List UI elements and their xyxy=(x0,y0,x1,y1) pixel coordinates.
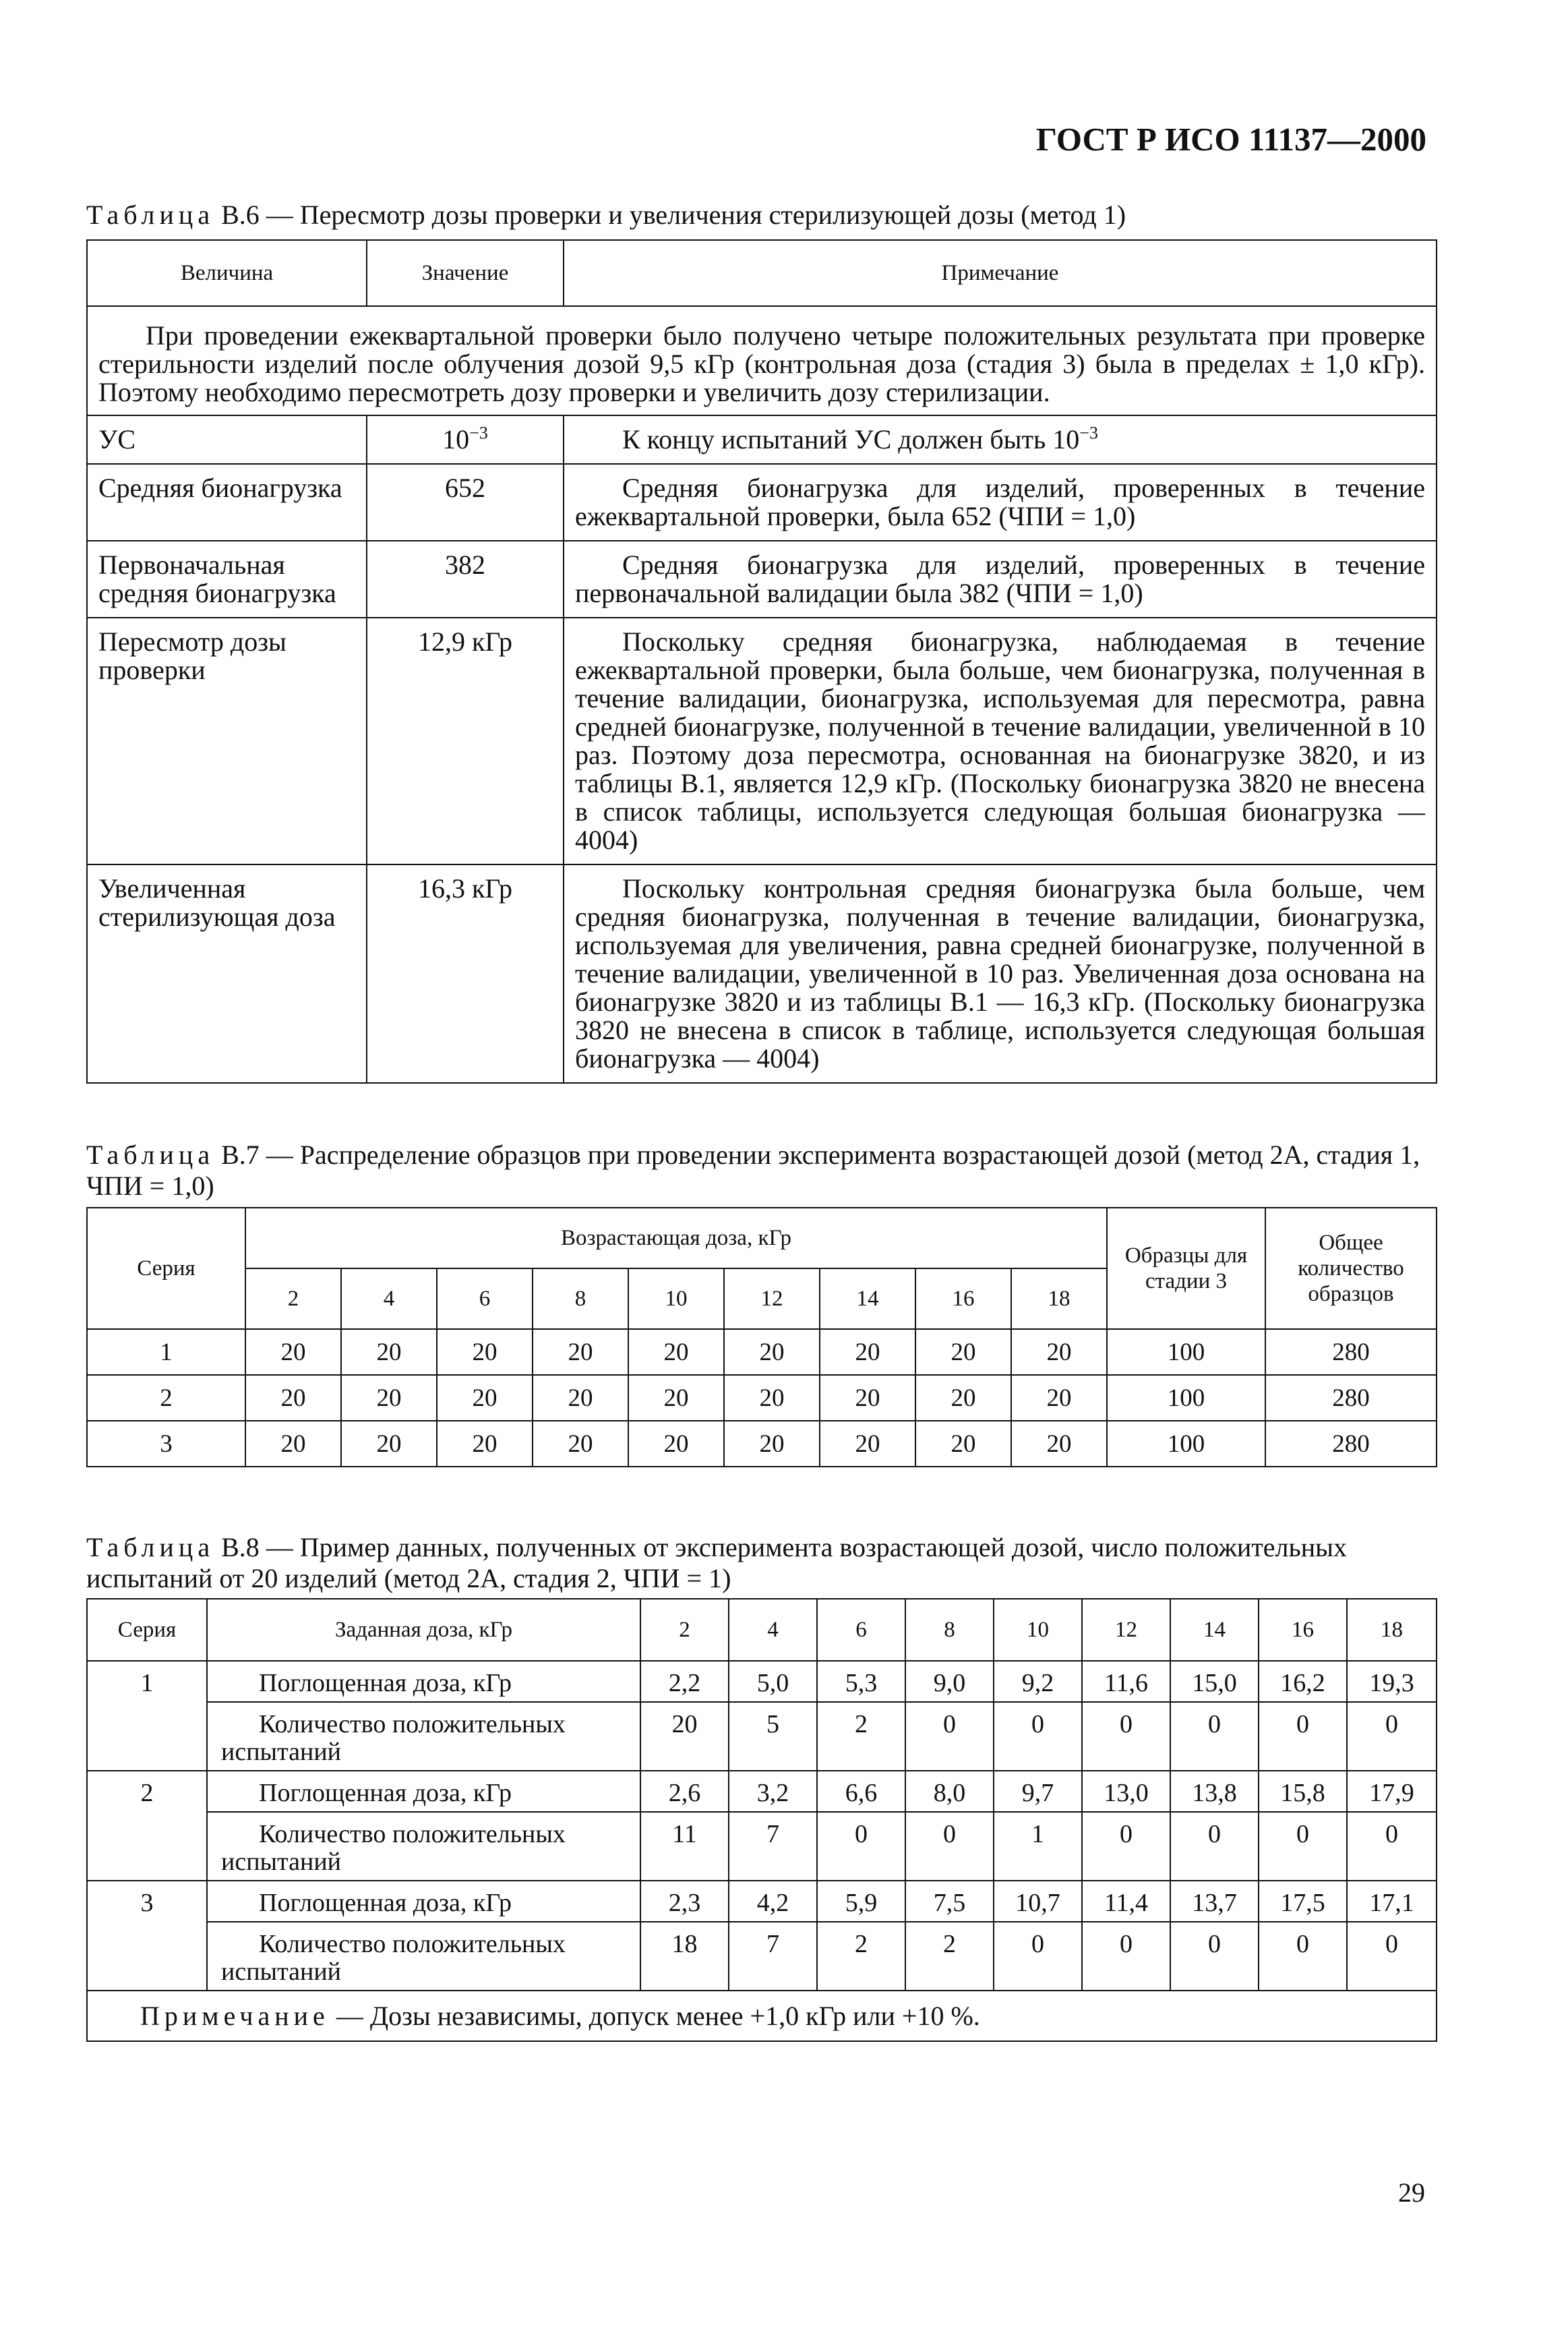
series-cell: 2 xyxy=(87,1771,207,1881)
sample-count-cell: 20 xyxy=(437,1421,533,1467)
positive-count-cell: 2 xyxy=(817,1702,905,1771)
dose-header-cell: 18 xyxy=(1011,1268,1107,1329)
caption-label: Таблица xyxy=(86,1532,215,1562)
sample-count-cell: 20 xyxy=(915,1421,1011,1467)
positive-count-cell: 7 xyxy=(729,1812,817,1881)
absorbed-dose-cell: 6,6 xyxy=(817,1771,905,1812)
positive-count-cell: 0 xyxy=(1082,1812,1170,1881)
note-cell: Средняя бионагрузка для изделий, проверенных в течение первоначальной валидации была 382 (ЧПИ = 1,0) xyxy=(564,541,1437,618)
series-cell: 3 xyxy=(87,1421,245,1467)
positive-count-cell: 7 xyxy=(729,1922,817,1991)
table-row xyxy=(87,1421,1437,1467)
dose-header-cell: 16 xyxy=(915,1268,1011,1329)
dose-header-cell: 6 xyxy=(437,1268,533,1329)
absorbed-dose-cell: 2,2 xyxy=(640,1661,729,1702)
caption-label: Таблица xyxy=(86,1140,215,1170)
caption-text: В.6 — Пересмотр дозы проверки и увеличения стерилизующей дозы (метод 1) xyxy=(214,200,1126,230)
stage3-cell: 100 xyxy=(1107,1375,1265,1421)
series-cell: 3 xyxy=(87,1881,207,1991)
table-b8 xyxy=(86,1598,1437,2042)
value-cell: 12,9 кГр xyxy=(367,618,564,864)
positive-count-cell: 0 xyxy=(1347,1702,1437,1771)
positive-count-cell: 0 xyxy=(1259,1702,1347,1771)
caption-text: В.7 — Распределение образцов при проведении эксперимента возрастающей дозой (метод 2А, стадия 1, ЧПИ = 1,0) xyxy=(86,1140,1420,1201)
positive-count-cell: 18 xyxy=(640,1922,729,1991)
sample-count-cell: 20 xyxy=(1011,1329,1107,1375)
positive-count-cell: 0 xyxy=(905,1702,994,1771)
total-cell: 280 xyxy=(1265,1375,1437,1421)
row-label-cell xyxy=(207,1881,640,1922)
absorbed-dose-cell: 4,2 xyxy=(729,1881,817,1922)
absorbed-dose-cell: 15,0 xyxy=(1170,1661,1259,1702)
table-b6 xyxy=(86,239,1437,1084)
table-row xyxy=(87,1661,1437,1702)
value-cell: 16,3 кГр xyxy=(367,864,564,1083)
absorbed-dose-cell: 9,2 xyxy=(994,1661,1082,1702)
row-label: Количество положительных испытаний xyxy=(221,1930,566,1986)
table-row xyxy=(87,306,1437,415)
absorbed-dose-cell: 11,4 xyxy=(1082,1881,1170,1922)
note-cell: Поскольку контрольная средняя бионагрузка была больше, чем средняя бионагрузка, полученная в течение валидации, бионагрузка, используемая для увеличения, равна средней бионагрузке, полученной в течение валидации, увеличенной в 10 раз. Увеличенная доза основана на бионагрузке 3820 и из таблицы В.1 — 16,3 кГр. (Поскольку бионагрузка 3820 не внесена в список в таблице, используется следующая большая бионагрузка — 4004) xyxy=(564,864,1437,1083)
sample-count-cell: 20 xyxy=(533,1421,628,1467)
table-row xyxy=(87,415,1437,464)
absorbed-dose-cell: 5,0 xyxy=(729,1661,817,1702)
dose-header-cell: 12 xyxy=(1082,1599,1170,1661)
row-label-cell xyxy=(207,1661,640,1702)
table-row xyxy=(87,464,1437,541)
value-cell xyxy=(367,415,564,464)
absorbed-dose-cell: 13,8 xyxy=(1170,1771,1259,1812)
row-label-cell xyxy=(207,1702,640,1771)
sample-count-cell: 20 xyxy=(820,1375,915,1421)
positive-count-cell: 0 xyxy=(1170,1702,1259,1771)
table-row xyxy=(87,1375,1437,1421)
absorbed-dose-cell: 9,7 xyxy=(994,1771,1082,1812)
table-row xyxy=(87,541,1437,618)
intro-cell: При проведении ежеквартальной проверки было получено четыре положительных результата при проверке стерильности изделий после облучения дозой 9,5 кГр (контрольная доза (стадия 3) была в пределах ± 1,0 кГр). Поэтому необходимо пересмотреть дозу проверки и увеличить дозу стерилизации. xyxy=(87,306,1437,415)
positive-count-cell: 0 xyxy=(905,1812,994,1881)
sample-count-cell: 20 xyxy=(533,1329,628,1375)
row-label-cell xyxy=(207,1922,640,1991)
absorbed-dose-cell: 2,6 xyxy=(640,1771,729,1812)
absorbed-dose-cell: 17,1 xyxy=(1347,1881,1437,1922)
absorbed-dose-cell: 16,2 xyxy=(1259,1661,1347,1702)
total-cell: 280 xyxy=(1265,1329,1437,1375)
sample-count-cell: 20 xyxy=(341,1329,437,1375)
sample-count-cell: 20 xyxy=(724,1421,820,1467)
table-b7 xyxy=(86,1207,1437,1467)
dose-header-cell: 18 xyxy=(1347,1599,1437,1661)
series-cell: 1 xyxy=(87,1329,245,1375)
stage3-cell: 100 xyxy=(1107,1329,1265,1375)
quantity-cell: Средняя бионагрузка xyxy=(87,464,367,541)
absorbed-dose-cell: 15,8 xyxy=(1259,1771,1347,1812)
quantity-cell: УС xyxy=(87,415,367,464)
table-header-row xyxy=(87,1208,1437,1268)
dose-header-cell: 10 xyxy=(628,1268,724,1329)
row-label-cell xyxy=(207,1812,640,1881)
sample-count-cell: 20 xyxy=(1011,1375,1107,1421)
dose-header-cell: 16 xyxy=(1259,1599,1347,1661)
table-row xyxy=(87,1329,1437,1375)
positive-count-cell: 2 xyxy=(905,1922,994,1991)
column-header-quantity: Величина xyxy=(87,240,367,306)
dose-header-cell: 8 xyxy=(533,1268,628,1329)
sample-count-cell: 20 xyxy=(245,1375,341,1421)
row-label: Поглощенная доза, кГр xyxy=(259,1889,512,1917)
row-label: Поглощенная доза, кГр xyxy=(259,1669,512,1697)
absorbed-dose-cell: 9,0 xyxy=(905,1661,994,1702)
absorbed-dose-cell: 17,9 xyxy=(1347,1771,1437,1812)
row-label-cell xyxy=(207,1771,640,1812)
dose-header-cell: 2 xyxy=(640,1599,729,1661)
row-label: Поглощенная доза, кГр xyxy=(259,1779,512,1807)
column-header-series: Серия xyxy=(87,1599,207,1661)
series-cell: 1 xyxy=(87,1661,207,1771)
note-cell: Средняя бионагрузка для изделий, проверенных в течение ежеквартальной проверки, была 652 (ЧПИ = 1,0) xyxy=(564,464,1437,541)
value-cell: 382 xyxy=(367,541,564,618)
total-cell: 280 xyxy=(1265,1421,1437,1467)
sample-count-cell: 20 xyxy=(724,1329,820,1375)
table-header-row xyxy=(87,1599,1437,1661)
sample-count-cell: 20 xyxy=(628,1329,724,1375)
positive-count-cell: 5 xyxy=(729,1702,817,1771)
positive-count-cell: 0 xyxy=(994,1702,1082,1771)
sample-count-cell: 20 xyxy=(820,1329,915,1375)
dose-header-cell: 10 xyxy=(994,1599,1082,1661)
row-label: Количество положительных испытаний xyxy=(221,1710,566,1766)
absorbed-dose-cell: 13,0 xyxy=(1082,1771,1170,1812)
sample-count-cell: 20 xyxy=(533,1375,628,1421)
dose-header-cell: 8 xyxy=(905,1599,994,1661)
absorbed-dose-cell: 2,3 xyxy=(640,1881,729,1922)
sample-count-cell: 20 xyxy=(628,1421,724,1467)
dose-header-cell: 4 xyxy=(341,1268,437,1329)
sample-count-cell: 20 xyxy=(437,1329,533,1375)
table-row xyxy=(87,864,1437,1083)
table-row xyxy=(87,1991,1437,2041)
value-cell: 652 xyxy=(367,464,564,541)
sample-count-cell: 20 xyxy=(1011,1421,1107,1467)
table-note xyxy=(87,1991,1437,2041)
dose-header-cell: 4 xyxy=(729,1599,817,1661)
column-header-dose: Заданная доза, кГр xyxy=(207,1599,640,1661)
positive-count-cell: 0 xyxy=(994,1922,1082,1991)
sample-count-cell: 20 xyxy=(341,1421,437,1467)
row-label: Количество положительных испытаний xyxy=(221,1820,566,1876)
quantity-cell: Пересмотр дозы проверки xyxy=(87,618,367,864)
absorbed-dose-cell: 19,3 xyxy=(1347,1661,1437,1702)
positive-count-cell: 20 xyxy=(640,1702,729,1771)
table-row xyxy=(87,1922,1437,1991)
column-header-total: Общее количество образцов xyxy=(1265,1208,1437,1329)
positive-count-cell: 0 xyxy=(1082,1922,1170,1991)
column-header-dose-group: Возрастающая доза, кГр xyxy=(245,1208,1107,1268)
dose-header-cell: 14 xyxy=(1170,1599,1259,1661)
positive-count-cell: 0 xyxy=(1347,1812,1437,1881)
positive-count-cell: 0 xyxy=(1259,1922,1347,1991)
absorbed-dose-cell: 11,6 xyxy=(1082,1661,1170,1702)
dose-header-cell: 14 xyxy=(820,1268,915,1329)
stage3-cell: 100 xyxy=(1107,1421,1265,1467)
sample-count-cell: 20 xyxy=(915,1329,1011,1375)
sample-count-cell: 20 xyxy=(724,1375,820,1421)
standard-header: ГОСТ Р ИСО 11137—2000 xyxy=(1035,121,1426,158)
quantity-cell: Увеличенная стерилизующая доза xyxy=(87,864,367,1083)
dose-header-cell: 2 xyxy=(245,1268,341,1329)
note-exponent: −3 xyxy=(1079,423,1098,443)
sample-count-cell: 20 xyxy=(245,1421,341,1467)
caption-label: Таблица xyxy=(86,200,215,230)
positive-count-cell: 11 xyxy=(640,1812,729,1881)
caption-text: В.8 — Пример данных, полученных от эксперимента возрастающей дозой, число положительных испытаний от 20 изделий (метод 2А, стадия 2, ЧПИ = 1) xyxy=(86,1532,1348,1593)
absorbed-dose-cell: 10,7 xyxy=(994,1881,1082,1922)
positive-count-cell: 0 xyxy=(1347,1922,1437,1991)
table-row xyxy=(87,1702,1437,1771)
dose-header-cell: 12 xyxy=(724,1268,820,1329)
absorbed-dose-cell: 13,7 xyxy=(1170,1881,1259,1922)
note-label: Примечание xyxy=(140,2001,330,2031)
value-base: 10 xyxy=(442,424,470,454)
note-base: К концу испытаний УС должен быть 10 xyxy=(622,424,1080,454)
positive-count-cell: 0 xyxy=(1170,1922,1259,1991)
sample-count-cell: 20 xyxy=(820,1421,915,1467)
column-header-series: Серия xyxy=(87,1208,245,1329)
positive-count-cell: 2 xyxy=(817,1922,905,1991)
note-cell xyxy=(564,415,1437,464)
sample-count-cell: 20 xyxy=(915,1375,1011,1421)
table-b7-caption xyxy=(86,1140,1435,1202)
absorbed-dose-cell: 7,5 xyxy=(905,1881,994,1922)
column-header-value: Значение xyxy=(367,240,564,306)
column-header-note: Примечание xyxy=(564,240,1437,306)
absorbed-dose-cell: 17,5 xyxy=(1259,1881,1347,1922)
series-cell: 2 xyxy=(87,1375,245,1421)
quantity-cell: Первоначальная средняя бионагрузка xyxy=(87,541,367,618)
note-text: — Дозы независимы, допуск менее +1,0 кГр или +10 %. xyxy=(329,2001,980,2031)
table-b6-caption xyxy=(86,200,1435,231)
page-number: 29 xyxy=(1398,2177,1425,2208)
note-cell: Поскольку средняя бионагрузка, наблюдаемая в течение ежеквартальной проверки, была больше, чем бионагрузка, полученная в течение валидации, бионагрузка, используемая для пересмотра, равна средней бионагрузке, полученной в течение валидации, увеличенной в 10 раз. Поэтому доза пересмотра, основанная на бионагрузке 3820, и из таблицы В.1, является 12,9 кГр. (Поскольку бионагрузка 3820 не внесена в список таблицы, используется следующая большая бионагрузка — 4004) xyxy=(564,618,1437,864)
table-row xyxy=(87,1771,1437,1812)
absorbed-dose-cell: 5,9 xyxy=(817,1881,905,1922)
table-b8-caption xyxy=(86,1532,1435,1594)
sample-count-cell: 20 xyxy=(437,1375,533,1421)
positive-count-cell: 1 xyxy=(994,1812,1082,1881)
table-header-row xyxy=(87,240,1437,306)
absorbed-dose-cell: 8,0 xyxy=(905,1771,994,1812)
dose-header-cell: 6 xyxy=(817,1599,905,1661)
sample-count-cell: 20 xyxy=(245,1329,341,1375)
positive-count-cell: 0 xyxy=(817,1812,905,1881)
table-row xyxy=(87,618,1437,864)
value-exponent: −3 xyxy=(469,423,488,443)
positive-count-cell: 0 xyxy=(1259,1812,1347,1881)
table-row xyxy=(87,1881,1437,1922)
column-header-stage3: Образцы для стадии 3 xyxy=(1107,1208,1265,1329)
sample-count-cell: 20 xyxy=(628,1375,724,1421)
positive-count-cell: 0 xyxy=(1082,1702,1170,1771)
table-row xyxy=(87,1812,1437,1881)
positive-count-cell: 0 xyxy=(1170,1812,1259,1881)
absorbed-dose-cell: 3,2 xyxy=(729,1771,817,1812)
sample-count-cell: 20 xyxy=(341,1375,437,1421)
absorbed-dose-cell: 5,3 xyxy=(817,1661,905,1702)
